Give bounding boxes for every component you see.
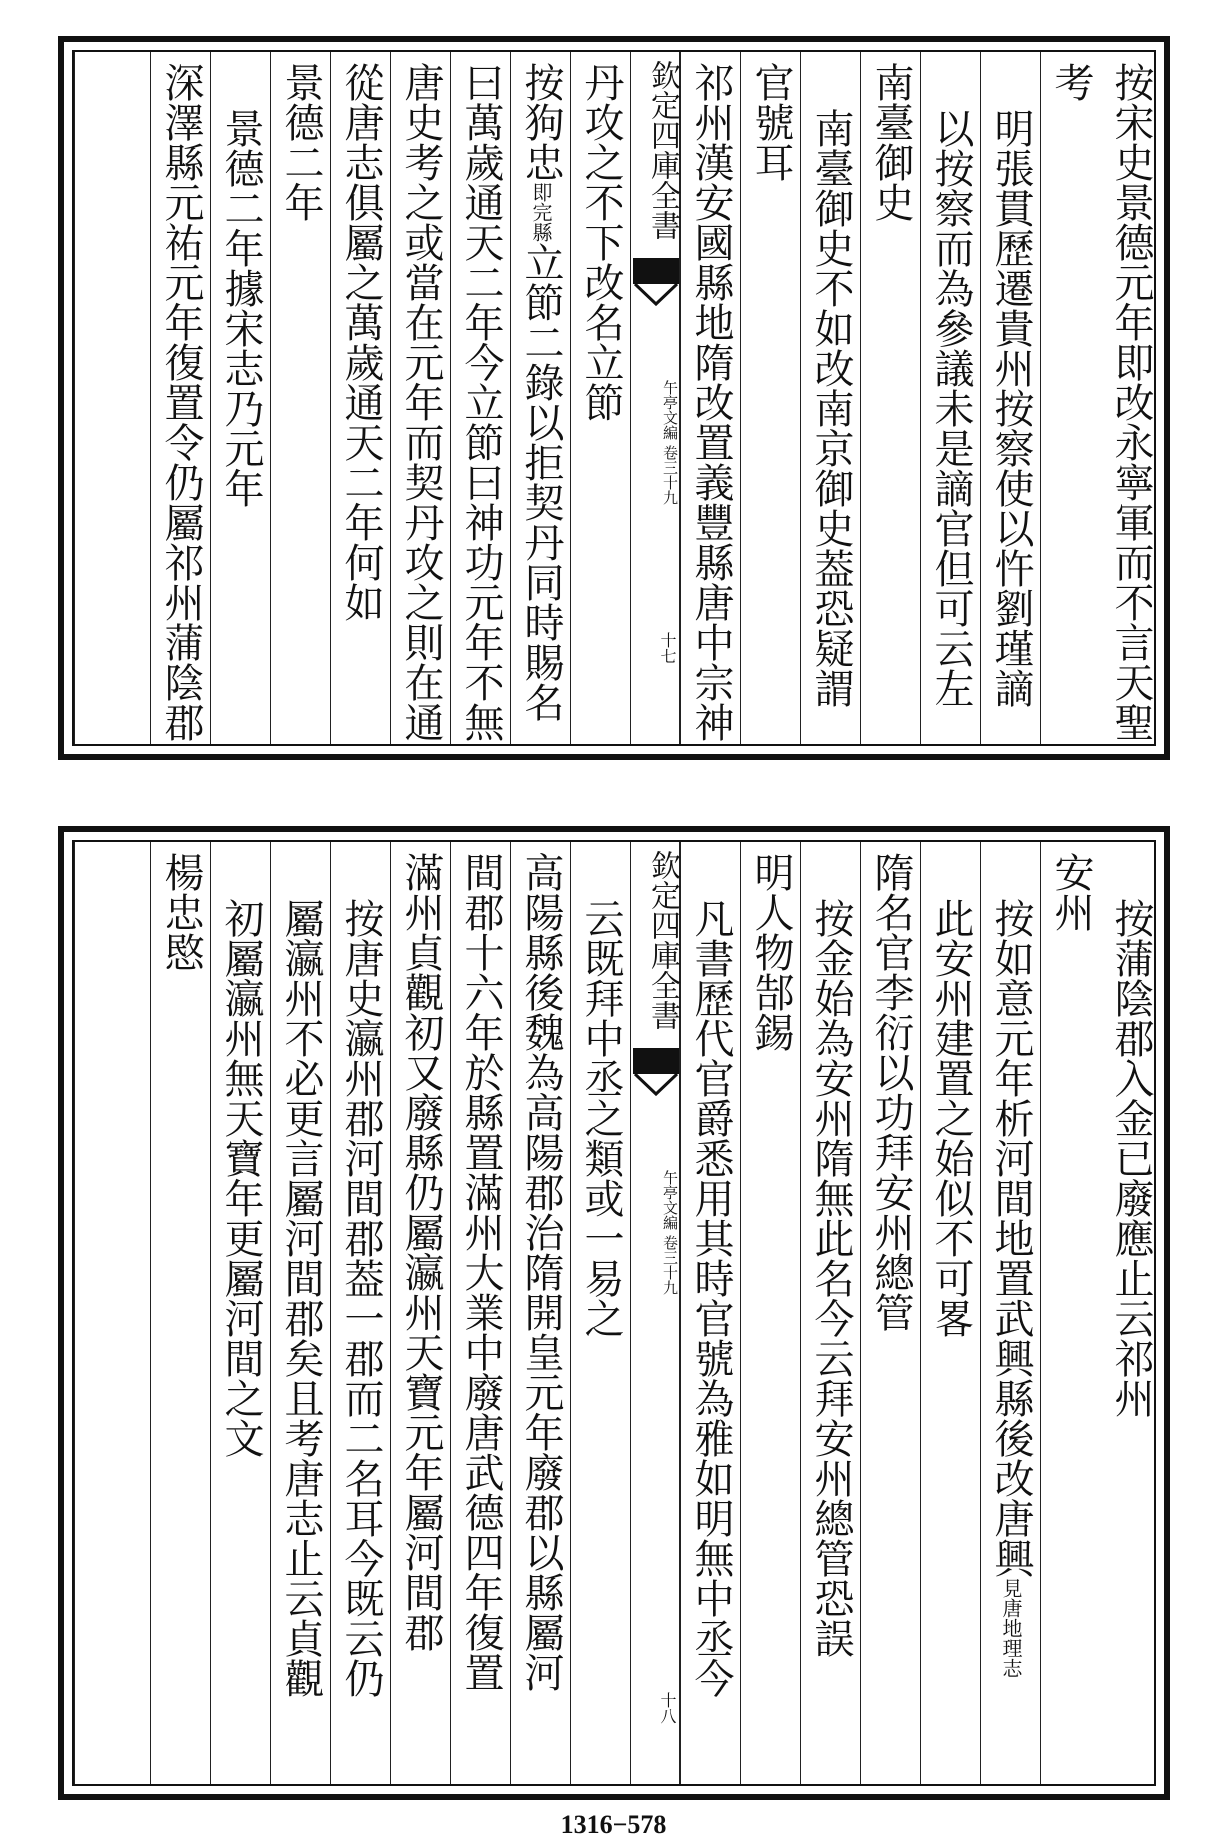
text-column: 初屬瀛州無天寶年更屬河間之文 — [210, 842, 270, 1784]
text-column: 滿州貞觀初又廢縣仍屬瀛州天寶元年屬河間郡 — [390, 842, 450, 1784]
text-column: 考 — [1040, 52, 1100, 744]
text-column: 景德二年 — [270, 52, 330, 744]
text-column: 丹攻之不下改名立節 — [570, 52, 630, 744]
fishtail-mark — [633, 1048, 679, 1108]
text-column: 深澤縣元祐元年復置令仍屬祁州蒲陰郡 — [150, 52, 210, 744]
center-banner — [630, 842, 680, 1784]
text-column: 官號耳 — [740, 52, 800, 744]
text-column: 明張貫歷遷貴州按察使以忤劉瑾謫 — [980, 52, 1040, 744]
text-column: 此安州建置之始似不可畧 — [920, 842, 980, 1784]
top-page-frame — [72, 50, 1156, 746]
text-column: 間郡十六年於縣置滿州大業中廢唐武德四年復置 — [450, 842, 510, 1784]
text-column: 按唐史瀛州郡河間郡葢一郡而二名耳今既云仍 — [330, 842, 390, 1784]
banner-title: 欽定四庫全書 — [645, 850, 680, 1030]
bottom-page — [58, 826, 1170, 1800]
banner-title: 欽定四庫全書 — [645, 60, 680, 240]
text-column: 南臺御史 — [860, 52, 920, 744]
interlinear-note: 見唐地理志 — [999, 1578, 1023, 1678]
text-column: 隋名官李衍以功拜安州總管 — [860, 842, 920, 1784]
text-column: 從唐志俱屬之萬歲通天二年何如 — [330, 52, 390, 744]
text-column: 明人物郜錫 — [740, 842, 800, 1784]
text-column — [980, 842, 1040, 1784]
text-column: 祁州漢安國縣地隋改置義豐縣唐中宗神 — [680, 52, 740, 744]
text-column — [510, 52, 570, 744]
text-column — [74, 842, 150, 1784]
text-column: 楊忠愍 — [150, 842, 210, 1784]
text-column: 高陽縣後魏為高陽郡治隋開皇元年廢郡以縣屬河 — [510, 842, 570, 1784]
text-column: 以按察而為參議未是謫官但可云左 — [920, 52, 980, 744]
top-page — [58, 36, 1170, 760]
page-code: 1316−578 — [560, 1810, 667, 1839]
interlinear-note: 即完縣 — [529, 182, 553, 242]
text-column: 按宋史景德元年即改永寧軍而不言天聖 — [1108, 62, 1154, 742]
column-head: 按如意元年析河間地置武興縣後改唐興 — [988, 898, 1034, 1578]
text-column: 南臺御史不如改南京御史葢恐疑謂 — [800, 52, 860, 744]
text-column: 唐史考之或當在元年而契丹攻之則在通 — [390, 52, 450, 744]
banner-book-info: 午亭文編 卷三十九 — [661, 379, 679, 505]
text-column: 凡書歷代官爵悉用其時官號為雅如明無中丞今 — [680, 842, 740, 1784]
text-column — [74, 52, 150, 744]
text-column: 景德二年據宋志乃元年 — [210, 52, 270, 744]
text-column: 云既拜中丞之類或一易之 — [570, 842, 630, 1784]
text-column: 按金始為安州隋無此名今云拜安州總管恐誤 — [800, 842, 860, 1784]
bottom-page-frame — [72, 840, 1156, 1786]
column-tail: 立節二錄以拒契丹同時賜名 — [518, 242, 564, 722]
text-column: 屬瀛州不必更言屬河間郡矣且考唐志止云貞觀 — [270, 842, 330, 1784]
center-banner — [630, 52, 680, 744]
banner-book-info: 午亭文編 卷三十九 — [661, 1169, 679, 1295]
fishtail-mark — [633, 258, 679, 318]
leaf-number: 十八 — [658, 1692, 677, 1724]
leaf-number: 十七 — [658, 632, 677, 664]
text-column: 曰萬歲通天二年今立節曰神功元年不無 — [450, 52, 510, 744]
text-column: 安州 — [1040, 842, 1100, 1784]
column-head: 按狗忠 — [518, 62, 564, 182]
text-column: 按蒲陰郡入金已廢應止云祁州 — [1108, 898, 1154, 1418]
